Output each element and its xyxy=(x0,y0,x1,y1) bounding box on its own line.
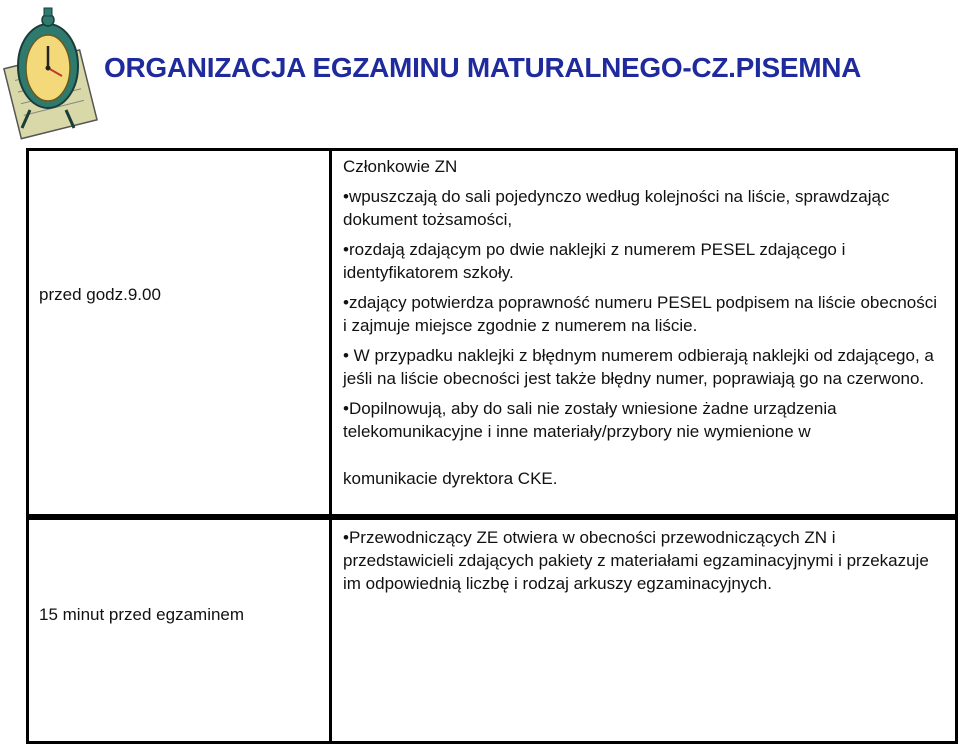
schedule-row-2 xyxy=(26,517,958,744)
column-divider xyxy=(329,520,332,741)
row-2-content xyxy=(343,526,945,602)
clock-clip-art-icon xyxy=(0,0,104,145)
list-item: •wpuszczają do sali pojedynczo według kolejności na liście, sprawdzając dokument tożsamości, xyxy=(343,187,890,229)
list-item: •Przewodniczący ZE otwiera w obecności przewodniczących ZN i przedstawicieli zdających pakiety z materiałami egzaminacyjnymi i przekazuje im odpowiednią liczbę i rodzaj arkuszy egzaminacyjnych. xyxy=(343,528,929,593)
list-item: komunikacie dyrektora CKE. xyxy=(343,469,558,488)
list-item: • W przypadku naklejki z błędnym numerem odbierają naklejki od zdającego, a jeśli na liście obecności jest także błędny numer, poprawiają go na czerwono. xyxy=(343,346,934,388)
row-1-content xyxy=(343,155,945,497)
list-item: •zdający potwierdza poprawność numeru PESEL podpisem na liście obecności i zajmuje miejsce zgodnie z numerem na liście. xyxy=(343,293,938,335)
time-label: 15 minut przed egzaminem xyxy=(39,605,245,624)
list-item: •rozdają zdającym po dwie naklejki z numerem PESEL zdającego i identyfikatorem szkoły. xyxy=(343,240,846,282)
column-divider xyxy=(329,151,332,514)
time-label: przed godz.9.00 xyxy=(39,285,161,304)
page-title: ORGANIZACJA EGZAMINU MATURALNEGO-CZ.PISEMNA xyxy=(104,52,862,83)
list-item: Członkowie ZN xyxy=(343,157,458,176)
schedule-row-1 xyxy=(26,148,958,517)
list-item: •Dopilnowują, aby do sali nie zostały wniesione żadne urządzenia telekomunikacyjne i inne materiały/przybory nie wymienione w xyxy=(343,399,837,441)
